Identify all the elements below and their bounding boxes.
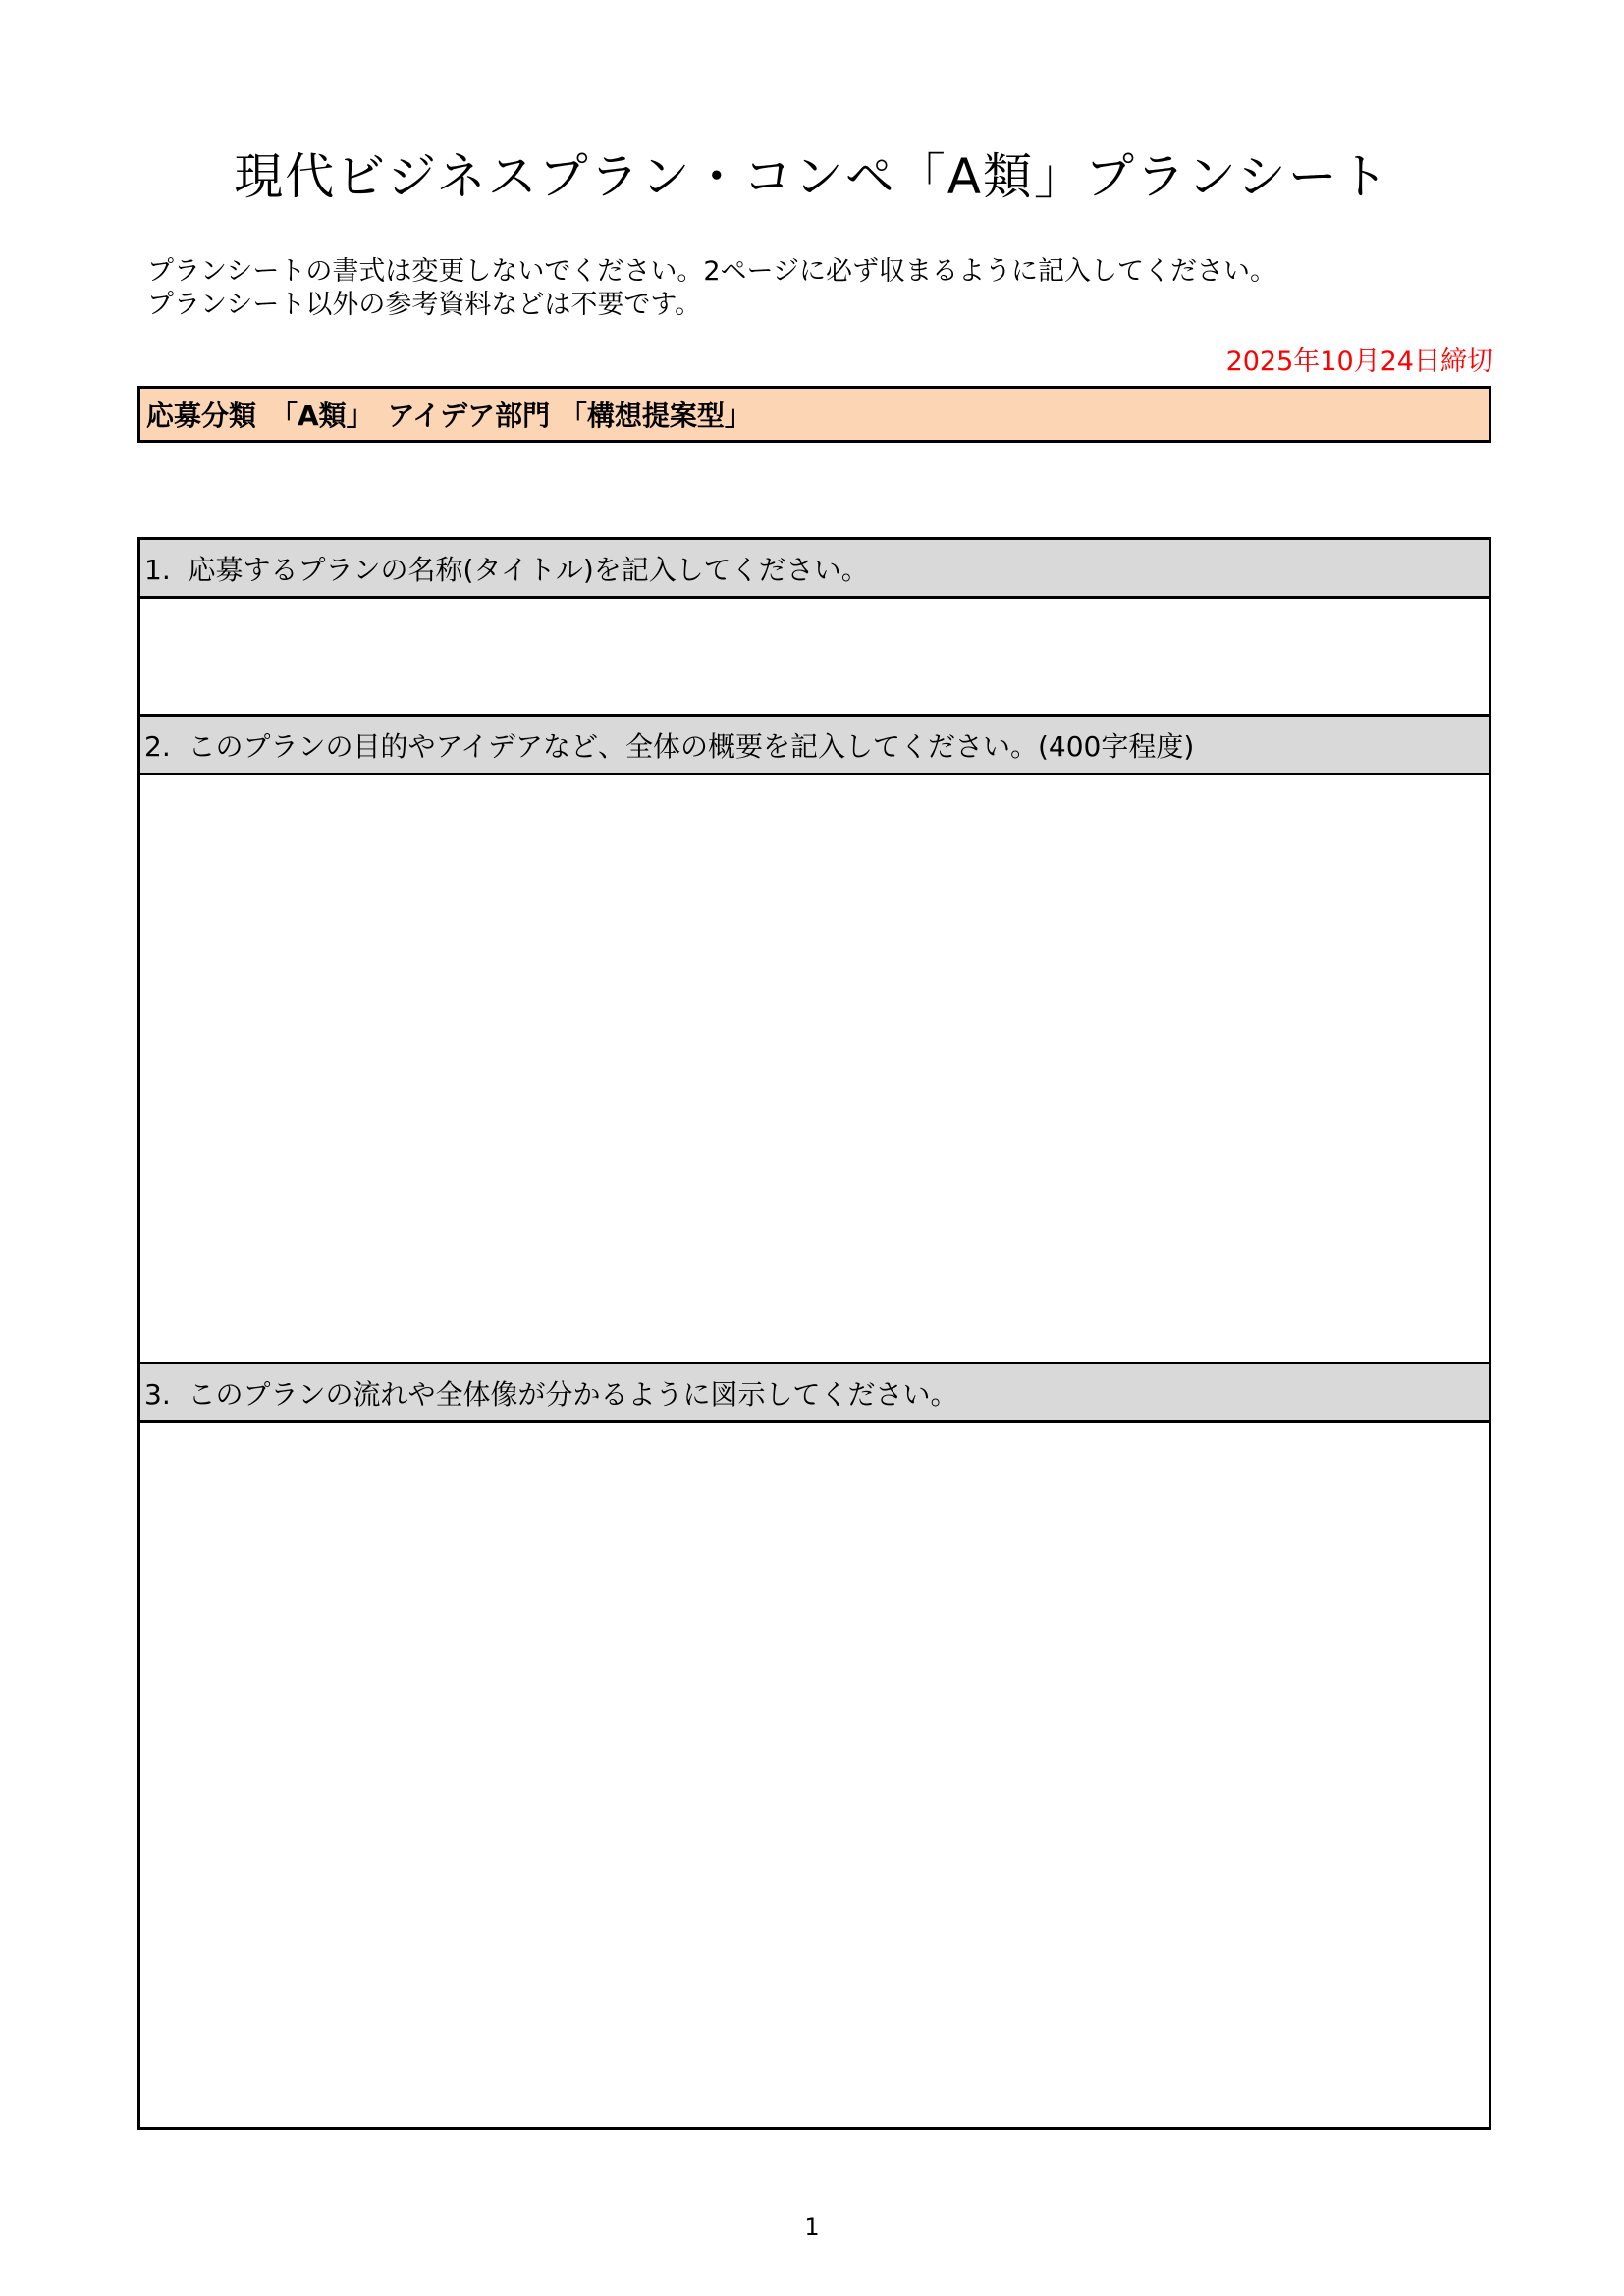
application-category-bar: 応募分類 「A類」 アイデア部門 「構想提案型」 xyxy=(137,386,1491,443)
deadline-text: 2025年10月24日締切 xyxy=(1225,347,1493,377)
plan-title-answer-field[interactable] xyxy=(140,599,1489,717)
section-1-header: 1. 応募するプランの名称(タイトル)を記入してください。 xyxy=(140,540,1489,599)
instruction-line-2: プランシート以外の参考資料などは不要です。 xyxy=(147,290,702,320)
page-title: 現代ビジネスプラン・コンペ「A類」プランシート xyxy=(234,148,1390,205)
plan-form-table xyxy=(137,537,1491,2130)
section-2-header: 2. このプランの目的やアイデアなど、全体の概要を記入してください。(400字程度) xyxy=(140,717,1489,775)
instruction-line-1: プランシートの書式は変更しないでください。2ページに必ず収まるように記入してください。 xyxy=(147,256,1276,287)
plan-diagram-answer-field[interactable] xyxy=(140,1423,1489,2127)
section-3-header: 3. このプランの流れや全体像が分かるように図示してください。 xyxy=(140,1364,1489,1423)
plan-overview-answer-field[interactable] xyxy=(140,775,1489,1364)
page-number: 1 xyxy=(804,2214,820,2241)
